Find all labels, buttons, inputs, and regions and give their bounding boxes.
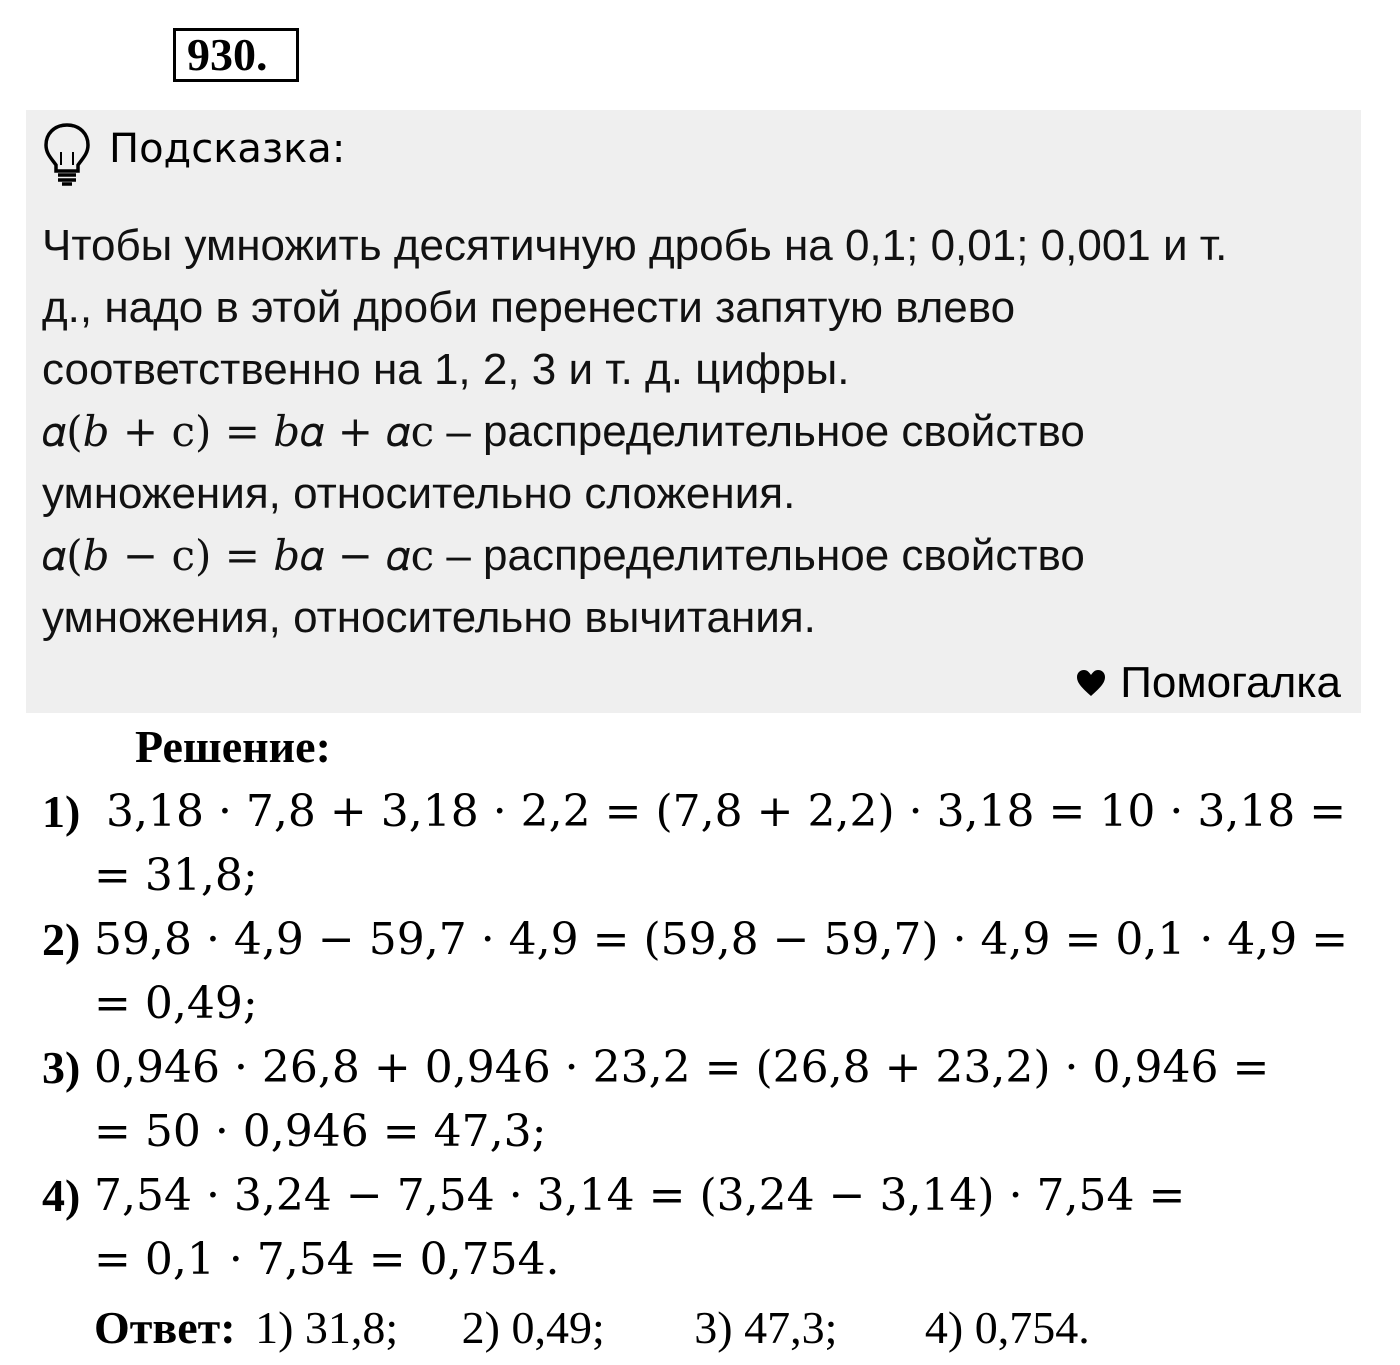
solution-item-1-line-2 xyxy=(42,844,1372,908)
solution-result: = 50 · 0,946 = 47,3; xyxy=(94,1106,547,1157)
solution-item-3-line-1 xyxy=(42,1036,1372,1100)
answer-value-2: 2) 0,49; xyxy=(461,1302,605,1353)
hint-line-1: Чтобы умножить десятичную дробь на 0,1; 0,01; 0,001 и т. xyxy=(42,221,1228,270)
answer-label: Ответ: xyxy=(94,1302,236,1353)
solution-result: = 31,8; xyxy=(94,850,258,901)
solution-expression: 0,946 · 26,8 + 0,946 · 23,2 = (26,8 + 23,2) · 0,946 = xyxy=(94,1042,1270,1093)
solution-item-label: 3) xyxy=(42,1042,81,1093)
formula-1-description: – распределительное свойство xyxy=(434,407,1085,456)
hint-formula-1-desc-line: умножения, относительно сложения. xyxy=(42,469,796,518)
hint-title: Подсказка: xyxy=(109,126,346,172)
solution-item-label: 2) xyxy=(42,914,81,965)
hint-text xyxy=(42,215,1342,649)
solution-title: Решение: xyxy=(135,721,331,772)
hint-panel xyxy=(26,110,1361,713)
answer-value-4: 4) 0,754. xyxy=(924,1302,1090,1353)
answer-line xyxy=(94,1296,1090,1360)
hint-formula-2-desc-line: умножения, относительно вычитания. xyxy=(42,593,816,642)
solution-result: = 0,1 · 7,54 = 0,754. xyxy=(94,1234,560,1285)
answer-value-3: 3) 47,3; xyxy=(694,1302,838,1353)
solution-item-label: 1) xyxy=(42,786,81,837)
solution-expression: 3,18 · 7,8 + 3,18 · 2,2 = (7,8 + 2,2) · 3,18 = 10 · 3,18 = xyxy=(106,786,1347,837)
solution-item-4-line-1 xyxy=(42,1164,1372,1228)
solution-item-1-line-1 xyxy=(42,780,1372,844)
solution-expression: 7,54 · 3,24 − 7,54 · 3,14 = (3,24 − 3,14) · 7,54 = xyxy=(94,1170,1186,1221)
solution-expression: 59,8 · 4,9 − 59,7 · 4,9 = (59,8 − 59,7) · 4,9 = 0,1 · 4,9 = xyxy=(94,914,1349,965)
solution-item-3-line-2 xyxy=(42,1100,1372,1164)
problem-number: 930. xyxy=(173,28,299,82)
credit-label: Помогалка xyxy=(1120,658,1341,707)
credit xyxy=(1076,658,1341,708)
hint-formula-2-line xyxy=(42,525,1342,587)
solution-item-label: 4) xyxy=(42,1170,81,1221)
heart-icon xyxy=(1076,669,1106,697)
solution-list xyxy=(42,780,1372,1292)
formula-distributive-subtraction: 𝛼(𝑏 − c) = 𝑏𝛼 − 𝛼c xyxy=(42,531,435,580)
solution-item-2-line-1 xyxy=(42,908,1372,972)
hint-line-2: д., надо в этой дроби перенести запятую влево xyxy=(42,283,1016,332)
solution-item-2-line-2 xyxy=(42,972,1372,1036)
formula-distributive-addition: 𝛼(𝑏 + c) = 𝑏𝛼 + 𝛼c xyxy=(42,407,435,456)
answer-value-1: 1) 31,8; xyxy=(255,1302,399,1353)
solution-item-4-line-2 xyxy=(42,1228,1372,1292)
formula-2-description: – распределительное свойство xyxy=(434,531,1085,580)
solution-result: = 0,49; xyxy=(94,978,258,1029)
hint-line-3: соответственно на 1, 2, 3 и т. д. цифры. xyxy=(42,345,850,394)
hint-formula-1-line xyxy=(42,401,1342,463)
lightbulb-icon xyxy=(43,122,91,188)
